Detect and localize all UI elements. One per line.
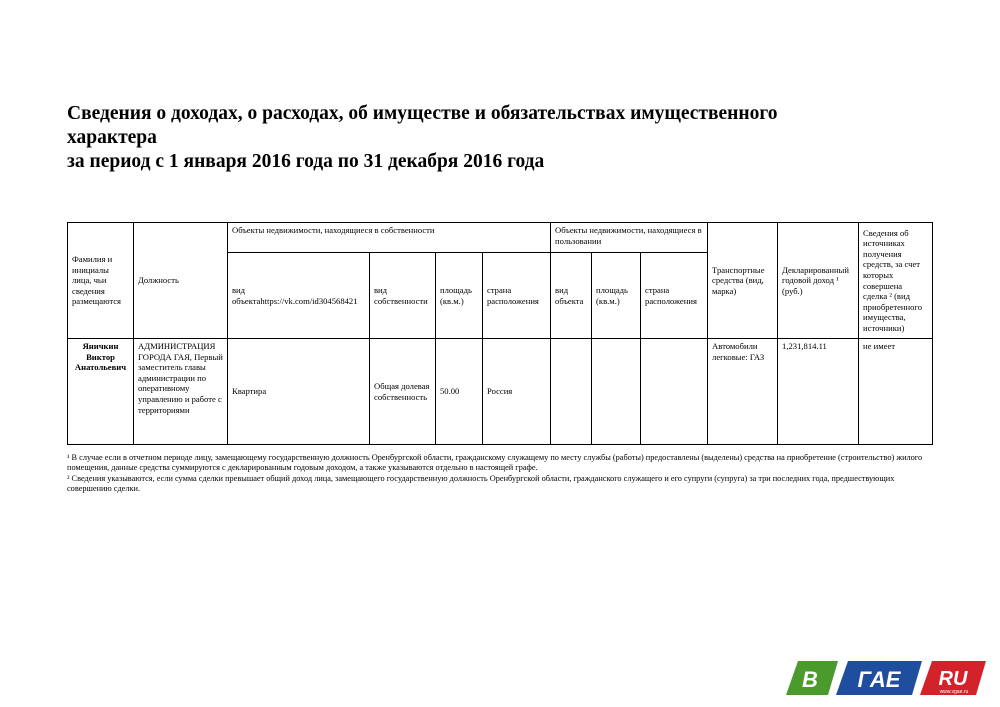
cell-income: 1,231,814.11 (778, 339, 859, 445)
document-title (67, 102, 927, 174)
cell-owned-country: Россия (483, 339, 551, 445)
footnote-2: ² Сведения указываются, если сумма сделки превышает общий доход лица, замещающего государственную должность Оренбургской области, гражданского служащего и его супруги (супруга) за три последних года, предшествующих совершению сделки. (67, 473, 895, 494)
header-position: Должность (134, 223, 228, 339)
header-vehicles: Транспортные средства (вид, марка) (708, 223, 778, 339)
logo-text-ru: RU (938, 668, 968, 690)
header-used-area: площадь (кв.м.) (592, 253, 641, 339)
header-ownership-type: вид собственности (370, 253, 436, 339)
cell-owned-type: Квартира (228, 339, 370, 445)
header-used-type: вид объекта (551, 253, 592, 339)
logo-text-v: В (802, 667, 818, 692)
cell-used-country (641, 339, 708, 445)
header-used-country: страна расположения (641, 253, 708, 339)
header-sources: Сведения об источниках получения средств, за счет которых совершена сделка ² (вид приобретенного имущества, источники) (859, 223, 933, 339)
footnotes (67, 453, 932, 495)
table-row (68, 339, 933, 445)
header-owned-group: Объекты недвижимости, находящиеся в собственности (228, 223, 551, 253)
title-line-1: Сведения о доходах, о расходах, об имуществе и обязательствах имущественного (67, 103, 778, 124)
vgae-logo (780, 658, 990, 698)
cell-name: Яничкин Виктор Анатольевич (68, 339, 134, 445)
cell-used-area (592, 339, 641, 445)
header-owned-type: вид объектahttps://vk.com/id304568421 (228, 253, 370, 339)
header-name: Фамилия и инициалы лица, чьи сведения размещаются (68, 223, 134, 339)
cell-position: АДМИНИСТРАЦИЯ ГОРОДА ГАЯ, Первый заместитель главы администрации по оперативному управлению и работе с территориями (134, 339, 228, 445)
title-line-3: за период с 1 января 2016 года по 31 декабря 2016 года (67, 151, 545, 172)
cell-ownership-type: Общая долевая собственность (370, 339, 436, 445)
title-line-2: характера (67, 127, 157, 148)
cell-used-type (551, 339, 592, 445)
cell-sources: не имеет (859, 339, 933, 445)
header-income: Декларированный годовой доход ¹ (руб.) (778, 223, 859, 339)
footnote-1: ¹ В случае если в отчетном периоде лицу, замещающему государственную должность Оренбургской области, гражданскому служащему по месту службы (работы) предоставлены (выделены) средства на приобретение (строительство) жилого помещения, данные средства суммируются с декларированным годовым доходом, а также указываются отдельно в настоящей графе. (67, 453, 923, 473)
declaration-table (67, 222, 933, 445)
header-used-group: Объекты недвижимости, находящиеся в пользовании (551, 223, 708, 253)
header-owned-area: площадь (кв.м.) (436, 253, 483, 339)
logo-url: www.vgae.ru (939, 689, 969, 695)
logo-text-gae: ГАЕ (857, 667, 901, 692)
cell-vehicles: Автомобили легковые: ГАЗ (708, 339, 778, 445)
header-owned-country: страна расположения (483, 253, 551, 339)
cell-owned-area: 50.00 (436, 339, 483, 445)
